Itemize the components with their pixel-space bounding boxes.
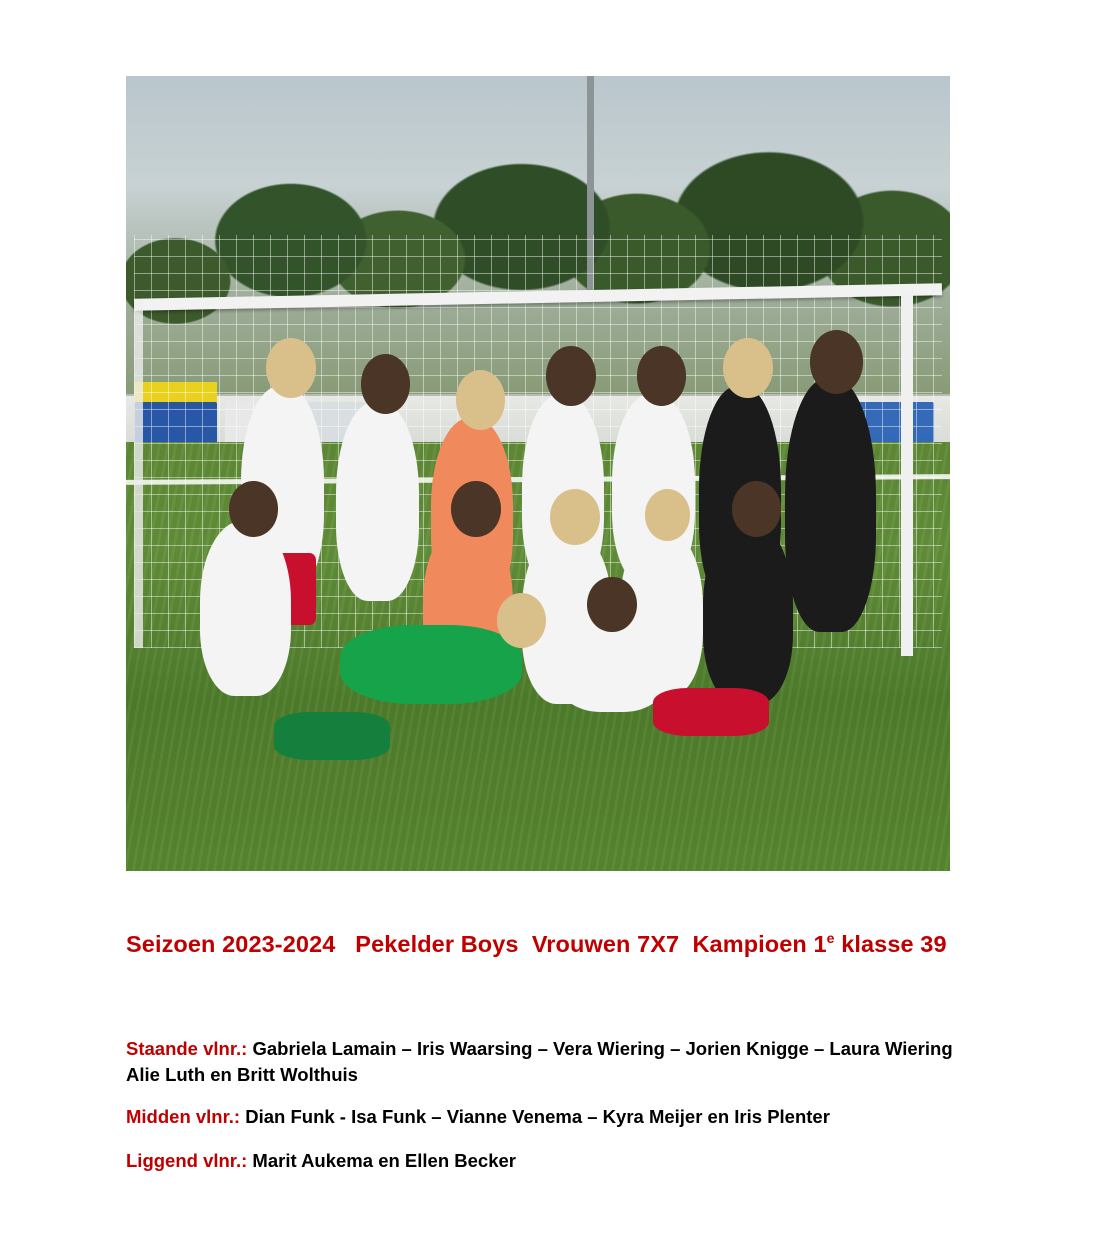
player-name-rows [126, 1036, 1056, 1192]
goalkeeper-lying [340, 625, 521, 705]
row-lying [126, 1148, 1056, 1174]
player-front-lying-head [587, 577, 636, 633]
goalkeeper-socks [274, 712, 389, 760]
row-standing-names-line2: Alie Luth en Britt Wolthuis [126, 1064, 358, 1085]
coach-3 [703, 521, 794, 704]
row-middle [126, 1104, 1056, 1130]
player-back-3-head [456, 370, 505, 430]
coach-2 [785, 378, 876, 632]
row-middle-label: Midden vlnr.: [126, 1106, 241, 1127]
caption-title-text [126, 930, 1026, 958]
photo-caption-title [126, 930, 1026, 958]
player-mid-2-head [451, 481, 500, 537]
goal-post-right [901, 291, 913, 657]
coach-2-head [810, 330, 864, 394]
row-lying-label: Liggend vlnr.: [126, 1150, 248, 1171]
player-mid-1 [200, 521, 291, 696]
team-photo [126, 76, 950, 871]
row-standing [126, 1036, 1056, 1088]
player-mid-3-head [550, 489, 599, 545]
player-front-socks [653, 688, 768, 736]
photo-scene [126, 76, 950, 871]
row-lying-names: Marit Aukema en Ellen Becker [247, 1150, 516, 1171]
player-back-1-head [266, 338, 315, 398]
player-back-4-head [546, 346, 595, 406]
caption-title-sup: e [826, 930, 835, 946]
goal-post-left [134, 299, 143, 649]
row-standing-label: Staande vlnr.: [126, 1038, 248, 1059]
caption-title-main: Seizoen 2023-2024 Pekelder Boys Vrouwen 7X7 Kampioen 1 [126, 930, 827, 957]
player-back-2-head [361, 354, 410, 414]
player-back-2 [336, 402, 418, 601]
coach-1-head [723, 338, 772, 398]
caption-title-tail: klasse 39 [834, 930, 947, 957]
row-middle-names: Dian Funk - Isa Funk – Vianne Venema – Kyra Meijer en Iris Plenter [240, 1106, 830, 1127]
player-back-5-head [637, 346, 686, 406]
coach-3-head [732, 481, 781, 537]
row-standing-names: Gabriela Lamain – Iris Waarsing – Vera Wiering – Jorien Knigge – Laura Wiering [247, 1038, 953, 1059]
